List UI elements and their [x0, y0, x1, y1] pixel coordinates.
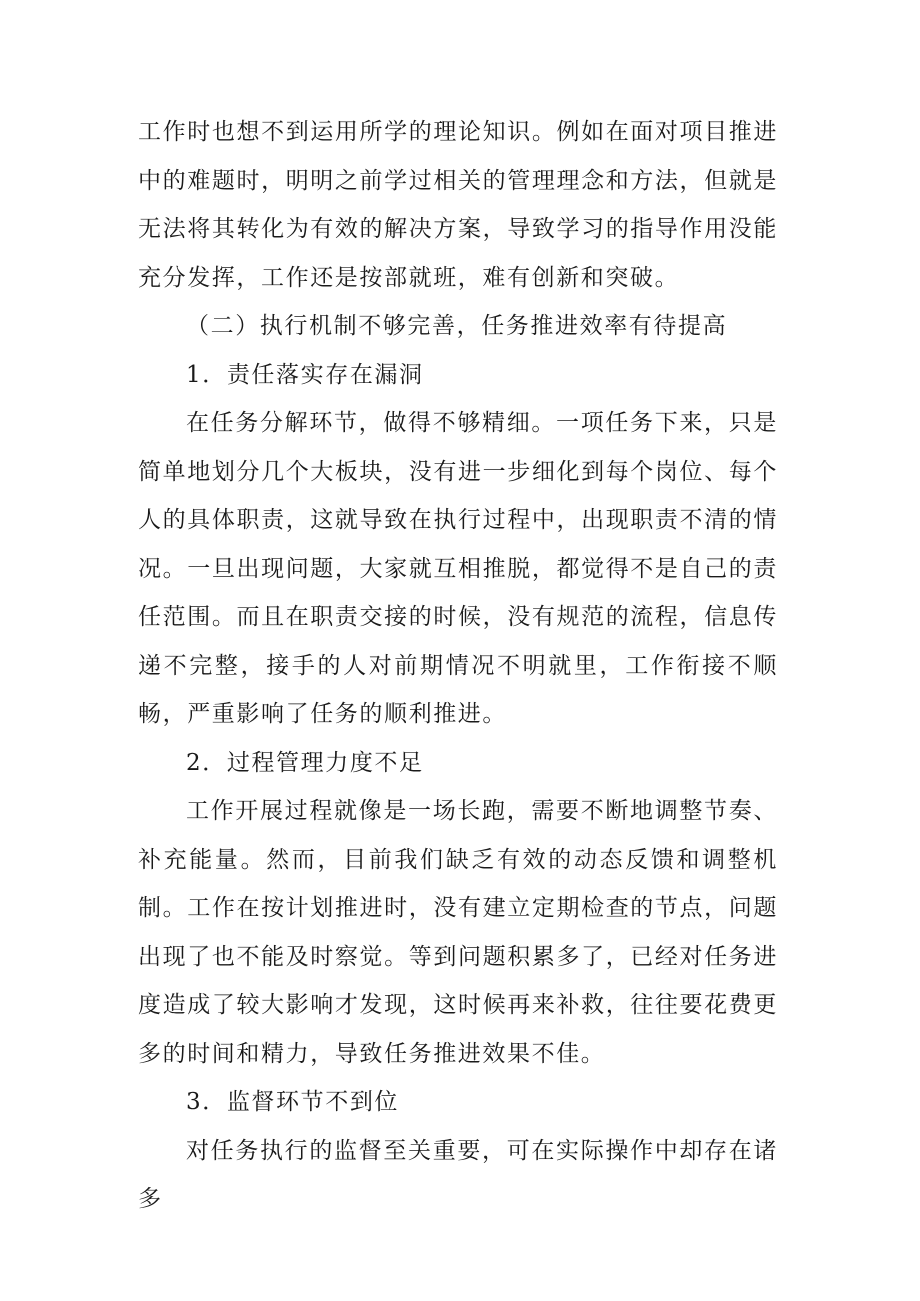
paragraph-responsibility: 在任务分解环节，做得不够精细。一项任务下来，只是简单地划分几个大板块，没有进一步细化到每个岗位、每个人的具体职责，这就导致在执行过程中，出现职责不清的情况。一旦出现问题，大家就互相推脱，都觉得不是自己的责任范围。而且在职责交接的时候，没有规范的流程，信息传递不完整，接手的人对前期情况不明就里，工作衔接不顺畅，严重影响了任务的顺利推进。 [138, 410, 778, 727]
subheading-responsibility: 1．责任落实存在漏洞 [186, 361, 424, 388]
paragraph-continuation: 工作时也想不到运用所学的理论知识。例如在面对项目推进中的难题时，明明之前学过相关的管理理念和方法，但就是无法将其转化为有效的解决方案，导致学习的指导作用没能充分发挥，工作还是按部就班，难有创新和突破。 [138, 119, 778, 291]
subheading-process-management: 2．过程管理力度不足 [186, 749, 424, 776]
subheading-supervision: 3．监督环节不到位 [186, 1089, 400, 1115]
document-body [138, 108, 778, 1224]
paragraph-supervision: 对任务执行的监督至关重要，可在实际操作中却存在诸多 [138, 1137, 778, 1212]
paragraph-process-management: 工作开展过程就像是一场长跑，需要不断地调整节奏、补充能量。然而，目前我们缺乏有效的动态反馈和调整机制。工作在按计划推进时，没有建立定期检查的节点，问题出现了也不能及时察觉。等到问题积累多了，已经对任务进度造成了较大影响才发现，这时候再来补救，往往要花费更多的时间和精力，导致任务推进效果不佳。 [138, 798, 778, 1067]
section-heading-execution-mechanism: （二）执行机制不够完善，任务推进效率有待提高 [186, 313, 728, 339]
